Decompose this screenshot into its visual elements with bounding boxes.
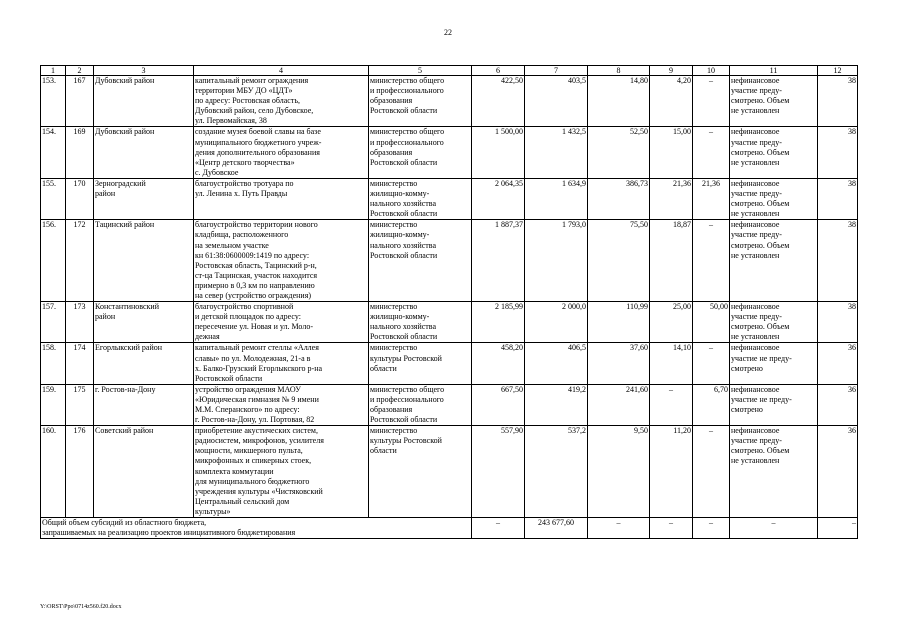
col-number: 3 — [94, 66, 194, 76]
district: г. Ростов-на-Дону — [94, 384, 194, 425]
participation-note: нефинансовое участие преду- смотрено. Объем не установлен — [730, 178, 818, 219]
ministry: министерство общего и профессионального образования Ростовской области — [369, 76, 472, 127]
table-row — [41, 220, 858, 302]
table-row — [41, 127, 858, 178]
value-col6: 2 064,35 — [472, 178, 525, 219]
value-col10: 50,00 — [693, 302, 730, 343]
participation-note: нефинансовое участие не преду- смотрено — [730, 384, 818, 425]
project-description: благоустройство тротуара по ул. Ленина х. Путь Правды — [194, 178, 369, 219]
ministry: министерство жилищно-комму- нального хозяйства Ростовской области — [369, 220, 472, 302]
participation-note: нефинансовое участие преду- смотрено. Объем не установлен — [730, 127, 818, 178]
row-index: 160. — [41, 426, 66, 518]
value-col6: 1 500,00 — [472, 127, 525, 178]
value-col10: – — [693, 76, 730, 127]
row-index: 157. — [41, 302, 66, 343]
score: 38 — [818, 178, 858, 219]
table-row — [41, 302, 858, 343]
total-col11: – — [730, 518, 818, 539]
value-col10: – — [693, 343, 730, 384]
district: Зерноградский район — [94, 178, 194, 219]
value-col10: 21,36 — [693, 178, 730, 219]
total-col9: – — [650, 518, 693, 539]
col-number: 8 — [588, 66, 650, 76]
score: 38 — [818, 127, 858, 178]
value-col7: 537,2 — [525, 426, 588, 518]
row-index: 158. — [41, 343, 66, 384]
value-col6: 557,90 — [472, 426, 525, 518]
value-col10: – — [693, 127, 730, 178]
row-index: 154. — [41, 127, 66, 178]
district: Дубовский район — [94, 127, 194, 178]
total-row — [41, 518, 858, 539]
col-number: 10 — [693, 66, 730, 76]
total-col6: – — [472, 518, 525, 539]
ministry: министерство общего и профессионального образования Ростовской области — [369, 127, 472, 178]
value-col6: 422,50 — [472, 76, 525, 127]
col-number: 12 — [818, 66, 858, 76]
value-col8: 52,50 — [588, 127, 650, 178]
project-description: благоустройство спортивной и детской площадок по адресу: пересечение ул. Новая и ул. Моло- дежная — [194, 302, 369, 343]
value-col8: 37,60 — [588, 343, 650, 384]
col-number: 6 — [472, 66, 525, 76]
project-description: капитальный ремонт ограждения территории МБУ ДО «ЦДТ» по адресу: Ростовская область, Дубовский район, село Дубовское, ул. Первомайская, 38 — [194, 76, 369, 127]
total-label: Общий объем субсидий из областного бюджета, запрашиваемых на реализацию проектов инициативного бюджетирования — [41, 518, 472, 539]
value-col6: 667,50 — [472, 384, 525, 425]
file-path-footer: Y:\ORST\Ppo\0714z560.f20.docx — [40, 604, 122, 610]
value-col7: 2 000,0 — [525, 302, 588, 343]
col-number: 1 — [41, 66, 66, 76]
score: 36 — [818, 426, 858, 518]
value-col9: 18,87 — [650, 220, 693, 302]
value-col7: 406,5 — [525, 343, 588, 384]
value-col9: 25,00 — [650, 302, 693, 343]
value-col7: 419,2 — [525, 384, 588, 425]
project-id: 167 — [66, 76, 94, 127]
project-description: приобретение акустических систем, радиосистем, микрофонов, усилителя мощности, микшерного пульта, микрофонных и спикерных стоек, комплекта коммутации для муниципального бюджетного учреждения культуры «Чистяковский Центральный сельский дом культуры» — [194, 426, 369, 518]
total-col8: – — [588, 518, 650, 539]
score: 38 — [818, 76, 858, 127]
value-col10: – — [693, 426, 730, 518]
value-col7: 403,5 — [525, 76, 588, 127]
column-number-row — [41, 66, 858, 76]
score: 38 — [818, 302, 858, 343]
value-col6: 1 887,37 — [472, 220, 525, 302]
district: Тацинский район — [94, 220, 194, 302]
participation-note: нефинансовое участие преду- смотрено. Объем не установлен — [730, 302, 818, 343]
table-row — [41, 76, 858, 127]
district: Егорлыкский район — [94, 343, 194, 384]
row-index: 155. — [41, 178, 66, 219]
value-col7: 1 793,0 — [525, 220, 588, 302]
ministry: министерство культуры Ростовской области — [369, 343, 472, 384]
score: 38 — [818, 220, 858, 302]
district: Советский район — [94, 426, 194, 518]
district: Константиновский район — [94, 302, 194, 343]
col-number: 9 — [650, 66, 693, 76]
participation-note: нефинансовое участие не преду- смотрено — [730, 343, 818, 384]
total-col12: – — [818, 518, 858, 539]
participation-note: нефинансовое участие преду- смотрено. Объем не установлен — [730, 76, 818, 127]
value-col8: 110,99 — [588, 302, 650, 343]
value-col8: 9,50 — [588, 426, 650, 518]
col-number: 7 — [525, 66, 588, 76]
project-id: 174 — [66, 343, 94, 384]
score: 36 — [818, 384, 858, 425]
value-col8: 386,73 — [588, 178, 650, 219]
project-description: благоустройство территории нового кладбища, расположенного на земельном участке кн 61:38:0600009:1419 по адресу: Ростовская область, Тацинский р-н, ст-ца Тацинская, участок находится примерно в 0,3 км по направлению на север (устройство ограждения) — [194, 220, 369, 302]
table-row — [41, 384, 858, 425]
project-description: капитальный ремонт стеллы «Аллея славы» по ул. Молодежная, 21-а в х. Балко-Грузский Егорлыкского р-на Ростовской области — [194, 343, 369, 384]
project-id: 172 — [66, 220, 94, 302]
value-col9: 11,20 — [650, 426, 693, 518]
value-col6: 2 185,99 — [472, 302, 525, 343]
row-index: 156. — [41, 220, 66, 302]
participation-note: нефинансовое участие преду- смотрено. Объем не установлен — [730, 426, 818, 518]
value-col8: 14,80 — [588, 76, 650, 127]
value-col9: 4,20 — [650, 76, 693, 127]
value-col6: 458,20 — [472, 343, 525, 384]
table-row — [41, 343, 858, 384]
value-col9: 14,10 — [650, 343, 693, 384]
value-col10: 6,70 — [693, 384, 730, 425]
col-number: 11 — [730, 66, 818, 76]
value-col9: 15,00 — [650, 127, 693, 178]
project-id: 176 — [66, 426, 94, 518]
project-id: 173 — [66, 302, 94, 343]
project-id: 170 — [66, 178, 94, 219]
table-row — [41, 178, 858, 219]
row-index: 153. — [41, 76, 66, 127]
ministry: министерство культуры Ростовской области — [369, 426, 472, 518]
project-id: 169 — [66, 127, 94, 178]
ministry: министерство общего и профессионального образования Ростовской области — [369, 384, 472, 425]
value-col9: – — [650, 384, 693, 425]
col-number: 4 — [194, 66, 369, 76]
value-col7: 1 634,9 — [525, 178, 588, 219]
total-col7: 243 677,60 — [525, 518, 588, 539]
value-col10: – — [693, 220, 730, 302]
project-id: 175 — [66, 384, 94, 425]
value-col8: 75,50 — [588, 220, 650, 302]
value-col9: 21,36 — [650, 178, 693, 219]
ministry: министерство жилищно-комму- нального хозяйства Ростовской области — [369, 302, 472, 343]
ministry: министерство жилищно-комму- нального хозяйства Ростовской области — [369, 178, 472, 219]
value-col7: 1 432,5 — [525, 127, 588, 178]
participation-note: нефинансовое участие преду- смотрено. Объем не установлен — [730, 220, 818, 302]
row-index: 159. — [41, 384, 66, 425]
page-number: 22 — [444, 28, 452, 37]
project-description: создание музея боевой славы на базе муниципального бюджетного учреж- дения дополнительного образования «Центр детского творчества» с. Дубовское — [194, 127, 369, 178]
subsidy-table — [40, 65, 858, 539]
col-number: 2 — [66, 66, 94, 76]
project-description: устройство ограждения МАОУ «Юридическая гимназия № 9 имени М.М. Сперанского» по адресу: г. Ростов-на-Дону, ул. Портовая, 82 — [194, 384, 369, 425]
col-number: 5 — [369, 66, 472, 76]
total-col10: – — [693, 518, 730, 539]
score: 36 — [818, 343, 858, 384]
table-row — [41, 426, 858, 518]
district: Дубовский район — [94, 76, 194, 127]
value-col8: 241,60 — [588, 384, 650, 425]
